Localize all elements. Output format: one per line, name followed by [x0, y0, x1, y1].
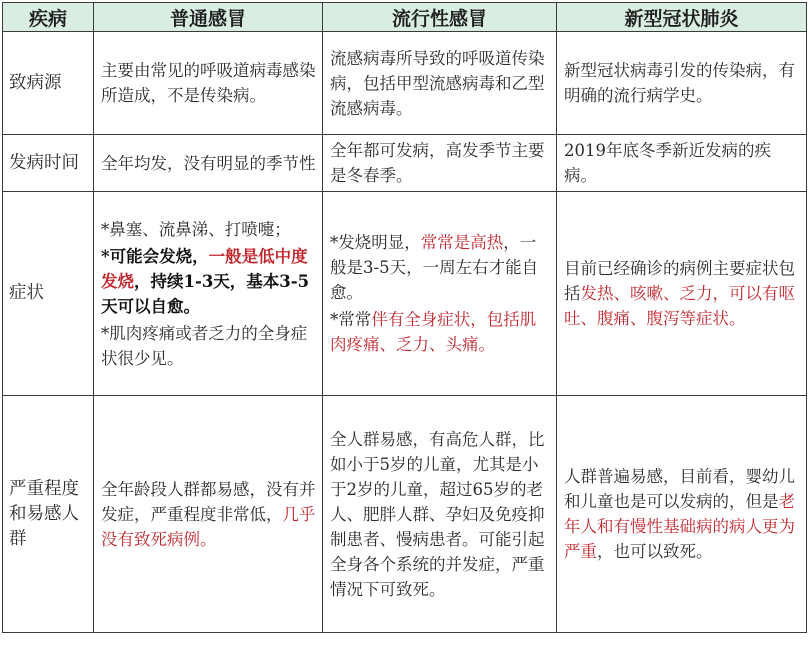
flu-fever-intro: *发烧明显，: [330, 233, 421, 252]
cell-severity-covid: [557, 396, 807, 633]
flu-symptom-fever: [330, 230, 550, 305]
flu-fever-highlight: 常常是高热: [420, 233, 504, 252]
row-cause: [3, 32, 807, 135]
cold-severity-highlight: 几乎没有致死病例。: [101, 504, 316, 549]
cell-severity-cold: [94, 396, 323, 633]
flu-symptom-systemic: [330, 307, 550, 357]
label-onset: 发病时间: [3, 135, 94, 192]
cell-symptoms-cold: [94, 192, 323, 396]
disease-comparison-table: [2, 2, 807, 633]
cell-onset-cold: 全年均发，没有明显的季节性: [94, 135, 323, 192]
cell-cause-covid: 新型冠状病毒引发的传染病，有明确的流行病学史。: [557, 32, 807, 135]
cell-symptoms-flu: [323, 192, 557, 396]
label-cause: 致病源: [3, 32, 94, 135]
row-onset: [3, 135, 807, 192]
label-symptoms: 症状: [3, 192, 94, 396]
cell-symptoms-covid: [557, 192, 807, 396]
cell-cause-cold: 主要由常见的呼吸道病毒感染所造成，不是传染病。: [94, 32, 323, 135]
cold-fever-highlight: 一般是低中度发烧: [101, 246, 308, 291]
flu-systemic-highlight: 伴有全身症状，包括肌肉疼痛、乏力、头痛。: [330, 310, 537, 354]
covid-symptom-intro: 目前已经确诊的病例主要症状包括: [564, 259, 795, 303]
header-influenza: 流行性感冒: [323, 3, 557, 32]
covid-severity-intro: 人群普遍易感，目前看，婴幼儿和儿童也是可以发病的，但是: [564, 467, 795, 511]
cell-cause-flu: 流感病毒所导致的呼吸道传染病，包括甲型流感病毒和乙型流感病毒。: [323, 32, 557, 135]
cold-fever-duration: ，持续1-3天，基本3-5天可以自愈。: [101, 271, 310, 316]
row-severity: [3, 396, 807, 633]
covid-severity-highlight: 老年人和有慢性基础病的病人更为严重: [564, 492, 795, 561]
cell-severity-flu: 全人群易感，有高危人群，比如小于5岁的儿童，尤其是小于2岁的儿童，超过65岁的老人、肥胖人群、孕妇及免疫抑制患者、慢病患者。可能引起全身各个系统的并发症，严重情况下可致死。: [323, 396, 557, 633]
covid-symptom-highlight: 发热、咳嗽、乏力，可以有呕吐、腹痛、腹泻等症状。: [564, 284, 795, 328]
row-symptoms: [3, 192, 807, 396]
cold-symptom-nasal: *鼻塞、流鼻涕、打喷嚏；: [101, 219, 291, 239]
header-row: [3, 3, 807, 32]
cell-onset-flu: 全年都可发病，高发季节主要是冬春季。: [323, 135, 557, 192]
flu-systemic-intro: *常常: [330, 310, 372, 329]
covid-severity-end: ，也可以致死。: [597, 542, 713, 561]
flu-fever-duration: ，一般是3-5天，一周左右才能自愈。: [330, 233, 539, 302]
header-covid: 新型冠状肺炎: [557, 3, 807, 32]
cold-fever-intro: *可能会发烧，: [101, 246, 209, 266]
label-severity: 严重程度和易感人群: [3, 396, 94, 633]
cold-symptom-fever: [101, 244, 316, 319]
cold-symptom-muscle: *肌肉疼痛或者乏力的全身症状很少见。: [101, 323, 308, 368]
header-common-cold: 普通感冒: [94, 3, 323, 32]
cell-onset-covid: 2019年底冬季新近发病的疾病。: [557, 135, 807, 192]
header-disease: 疾病: [3, 3, 94, 32]
cold-severity-text: 全年龄段人群都易感，没有并发症，严重程度非常低，: [101, 479, 316, 524]
